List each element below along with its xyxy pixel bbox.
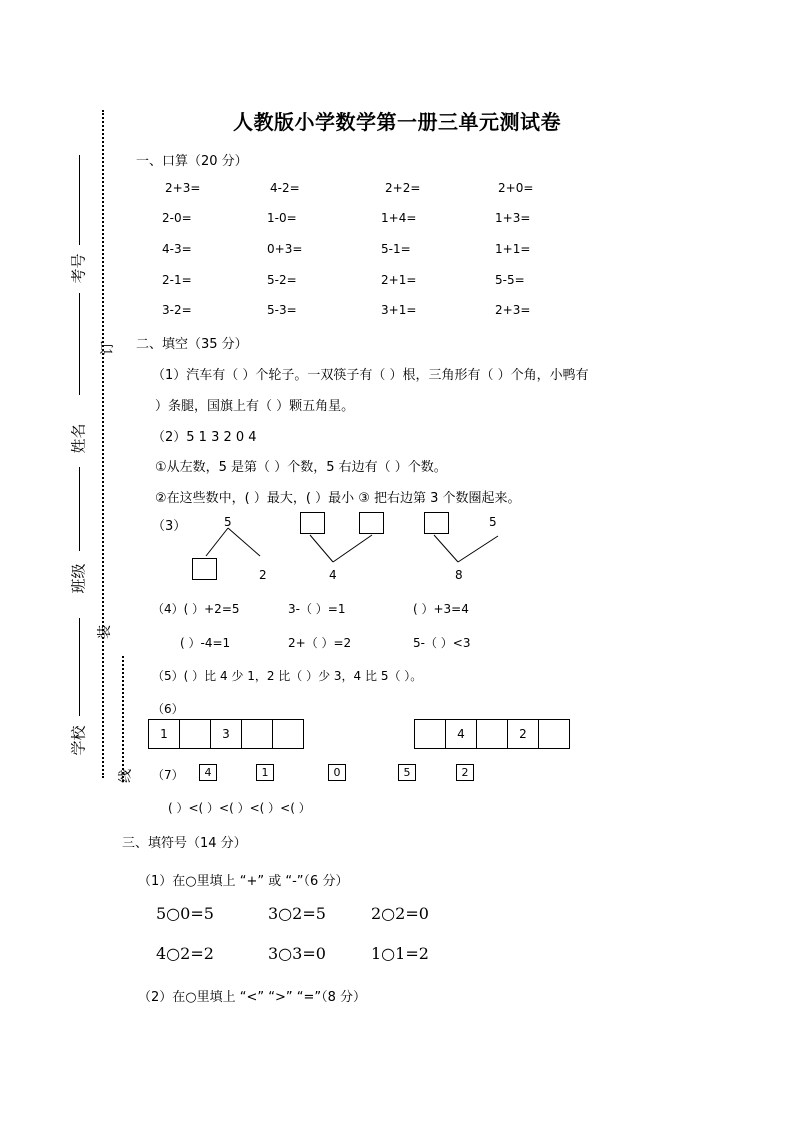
calc-item: 2+3= — [495, 303, 531, 317]
q4-item: 5-（ ）<3 — [413, 636, 471, 650]
tree3-right-top: 5 — [489, 515, 497, 529]
section3-sub2: （2）在○里填上 “<” “>” “=”（8 分） — [138, 990, 367, 1005]
q6-cell — [414, 719, 446, 749]
tree3-blank-box — [424, 512, 449, 534]
q6-left-number-row — [148, 719, 304, 749]
calc-item: 1-0= — [267, 211, 297, 225]
calc-item: 0+3= — [267, 242, 303, 256]
q1-line1: （1）汽车有（ ）个轮子。一双筷子有（ ）根，三角形有（ ）个角，小鸭有 — [152, 368, 589, 383]
section1-heading: 一、口算（20 分） — [136, 154, 248, 169]
section2-heading: 二、填空（35 分） — [136, 337, 248, 352]
q6-cell: 3 — [210, 719, 242, 749]
q7-number-card: 4 — [199, 764, 217, 781]
q6-cell — [272, 719, 304, 749]
binding-dotted-line — [102, 110, 104, 778]
calc-item: 1+1= — [495, 242, 531, 256]
q7-label: （7） — [152, 768, 184, 782]
sign-item: 1○1=2 — [371, 944, 429, 963]
q5-line: （5）( ）比 4 少 1，2 比（ ）少 3，4 比 5（ ）。 — [152, 669, 423, 683]
calc-item: 1+3= — [495, 211, 531, 225]
q6-cell — [179, 719, 211, 749]
tree-branch — [228, 528, 260, 556]
calc-item: 5-2= — [267, 273, 297, 287]
q7-number-card: 1 — [256, 764, 274, 781]
tree1-blank-box — [192, 558, 217, 580]
q3-label: （3） — [152, 519, 187, 534]
tree-branch — [458, 536, 498, 562]
tree1-right: 2 — [259, 568, 267, 582]
calc-item: 4-2= — [270, 181, 300, 195]
calc-item: 2+2= — [385, 181, 421, 195]
q2-line3: ②在这些数中，( ）最大，( ）最小 ③ 把右边第 3 个数圈起来。 — [155, 491, 521, 506]
tree1-top: 5 — [224, 515, 232, 529]
q6-right-number-row — [414, 719, 570, 749]
q7-number-card: 5 — [398, 764, 416, 781]
sign-item: 5○0=5 — [156, 904, 214, 923]
calc-item: 3-2= — [162, 303, 192, 317]
field-line-school — [79, 618, 80, 716]
calc-item: 4-3= — [162, 242, 192, 256]
section3-sub1: （1）在○里填上 “+” 或 “-”（6 分） — [138, 874, 349, 889]
tree-branch — [333, 535, 372, 562]
q7-number-card: 2 — [456, 764, 474, 781]
q6-cell — [538, 719, 570, 749]
binding-mark-zhuang: 装 — [97, 625, 113, 639]
binding-dotted-line-short — [122, 656, 124, 782]
q6-cell: 2 — [507, 719, 539, 749]
calc-item: 2-0= — [162, 211, 192, 225]
sign-item: 3○3=0 — [268, 944, 326, 963]
tree2-bottom: 4 — [329, 568, 337, 582]
tree-branch — [310, 535, 333, 562]
q6-cell — [476, 719, 508, 749]
binding-mark-xian: 线 — [118, 769, 134, 783]
q2-line1: （2）5 1 3 2 0 4 — [152, 430, 257, 445]
section3-heading: 三、填符号（14 分） — [122, 836, 247, 851]
calc-item: 1+4= — [381, 211, 417, 225]
q6-cell: 4 — [445, 719, 477, 749]
calc-item: 3+1= — [381, 303, 417, 317]
tree2-blank-box — [300, 512, 325, 534]
q4-item: 2+（ ）=2 — [288, 636, 352, 650]
calc-item: 5-5= — [495, 273, 525, 287]
field-label-name: 姓名 — [69, 423, 88, 454]
tree-branch — [434, 535, 458, 562]
calc-item: 2-1= — [162, 273, 192, 287]
calc-item: 2+1= — [381, 273, 417, 287]
q4-item: （4）( ）+2=5 — [152, 602, 240, 616]
calc-item: 5-1= — [381, 242, 411, 256]
field-line-class — [79, 467, 80, 551]
sign-item: 4○2=2 — [156, 944, 214, 963]
binding-mark-ding: 订 — [100, 341, 116, 355]
field-label-exam-number: 考号 — [69, 253, 88, 284]
sign-item: 2○2=0 — [371, 904, 429, 923]
q1-line2: ）条腿，国旗上有（ ）颗五角星。 — [155, 399, 355, 414]
page-title: 人教版小学数学第一册三单元测试卷 — [233, 110, 561, 134]
q7-answer-blanks: ( ）<( ）<( ）<( ）<( ） — [168, 801, 311, 815]
field-line-name — [79, 293, 80, 395]
field-label-school: 学校 — [69, 725, 88, 756]
field-label-class: 班级 — [69, 563, 88, 594]
tree3-bottom: 8 — [455, 568, 463, 582]
calc-item: 5-3= — [267, 303, 297, 317]
q4-item: ( ）+3=4 — [413, 602, 469, 616]
q7-number-card: 0 — [328, 764, 346, 781]
tree2-blank-box — [359, 512, 384, 534]
tree-branch — [206, 528, 228, 556]
q4-item: 3-（ ）=1 — [288, 602, 346, 616]
calc-item: 2+0= — [498, 181, 534, 195]
q6-cell — [241, 719, 273, 749]
sign-item: 3○2=5 — [268, 904, 326, 923]
field-line-exam-number — [79, 155, 80, 245]
q4-item: ( ）-4=1 — [180, 636, 231, 650]
calc-item: 2+3= — [165, 181, 201, 195]
q6-cell: 1 — [148, 719, 180, 749]
q2-line2: ①从左数，5 是第（ ）个数，5 右边有（ ）个数。 — [155, 460, 447, 475]
q6-label: （6） — [152, 702, 184, 716]
